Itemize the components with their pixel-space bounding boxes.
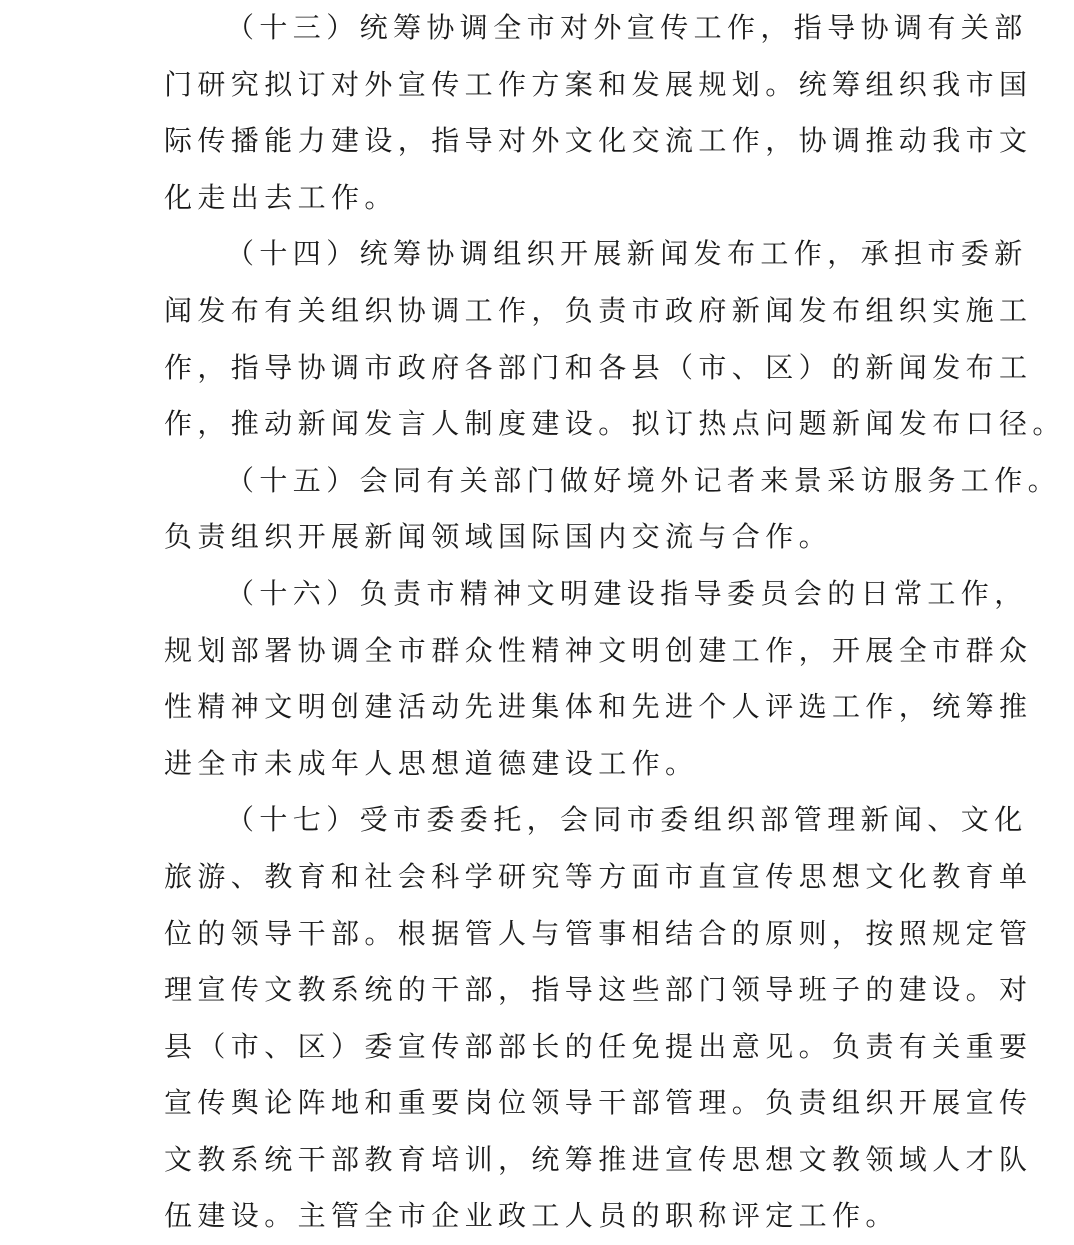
text-line: 闻发布有关组织协调工作，负责市政府新闻发布组织实施工	[164, 293, 1033, 327]
paragraph-17	[164, 792, 1033, 1245]
text-line: 化走出去工作。	[164, 180, 398, 214]
document-body	[164, 0, 1066, 1245]
paragraph-13	[164, 0, 1033, 226]
text-line: 理宣传文教系统的干部，指导这些部门领导班子的建设。对	[164, 973, 1033, 1007]
text-line: 负责组织开展新闻领域国际国内交流与合作。	[164, 520, 833, 554]
text-line: （十三）统筹协调全市对外宣传工作，指导协调有关部	[226, 11, 1028, 44]
text-line: 作，推动新闻发言人制度建设。拟订热点问题新闻发布口径。	[164, 407, 1066, 441]
text-line: 文教系统干部教育培训，统筹推进宣传思想文教领域人才队	[164, 1142, 1033, 1176]
text-line: 伍建设。主管全市企业政工人员的职称评定工作。	[164, 1199, 899, 1233]
text-line: （十六）负责市精神文明建设指导委员会的日常工作，	[226, 576, 1028, 610]
paragraph-15	[164, 453, 1062, 566]
paragraph-16	[164, 566, 1033, 792]
text-line: 际传播能力建设，指导对外文化交流工作，协调推动我市文	[164, 124, 1033, 158]
text-line: 县（市、区）委宣传部部长的任免提出意见。负责有关重要	[164, 1029, 1033, 1063]
text-line: 门研究拟订对外宣传工作方案和发展规划。统筹组织我市国	[164, 67, 1033, 101]
text-line: 性精神文明创建活动先进集体和先进个人评选工作，统筹推	[164, 690, 1033, 724]
text-line: 规划部署协调全市群众性精神文明创建工作，开展全市群众	[164, 633, 1033, 667]
text-line: （十四）统筹协调组织开展新闻发布工作，承担市委新	[226, 237, 1028, 271]
text-line: 位的领导干部。根据管人与管事相结合的原则，按照规定管	[164, 916, 1033, 950]
text-line: （十五）会同有关部门做好境外记者来景采访服务工作。	[226, 463, 1062, 497]
text-line: 宣传舆论阵地和重要岗位领导干部管理。负责组织开展宣传	[164, 1086, 1033, 1120]
text-line: 作，指导协调市政府各部门和各县（市、区）的新闻发布工	[164, 350, 1033, 384]
text-line: 旅游、教育和社会科学研究等方面市直宣传思想文化教育单	[164, 859, 1033, 893]
text-line: （十七）受市委委托，会同市委组织部管理新闻、文化	[226, 803, 1028, 837]
paragraph-14	[164, 226, 1066, 452]
text-line: 进全市未成年人思想道德建设工作。	[164, 746, 699, 780]
